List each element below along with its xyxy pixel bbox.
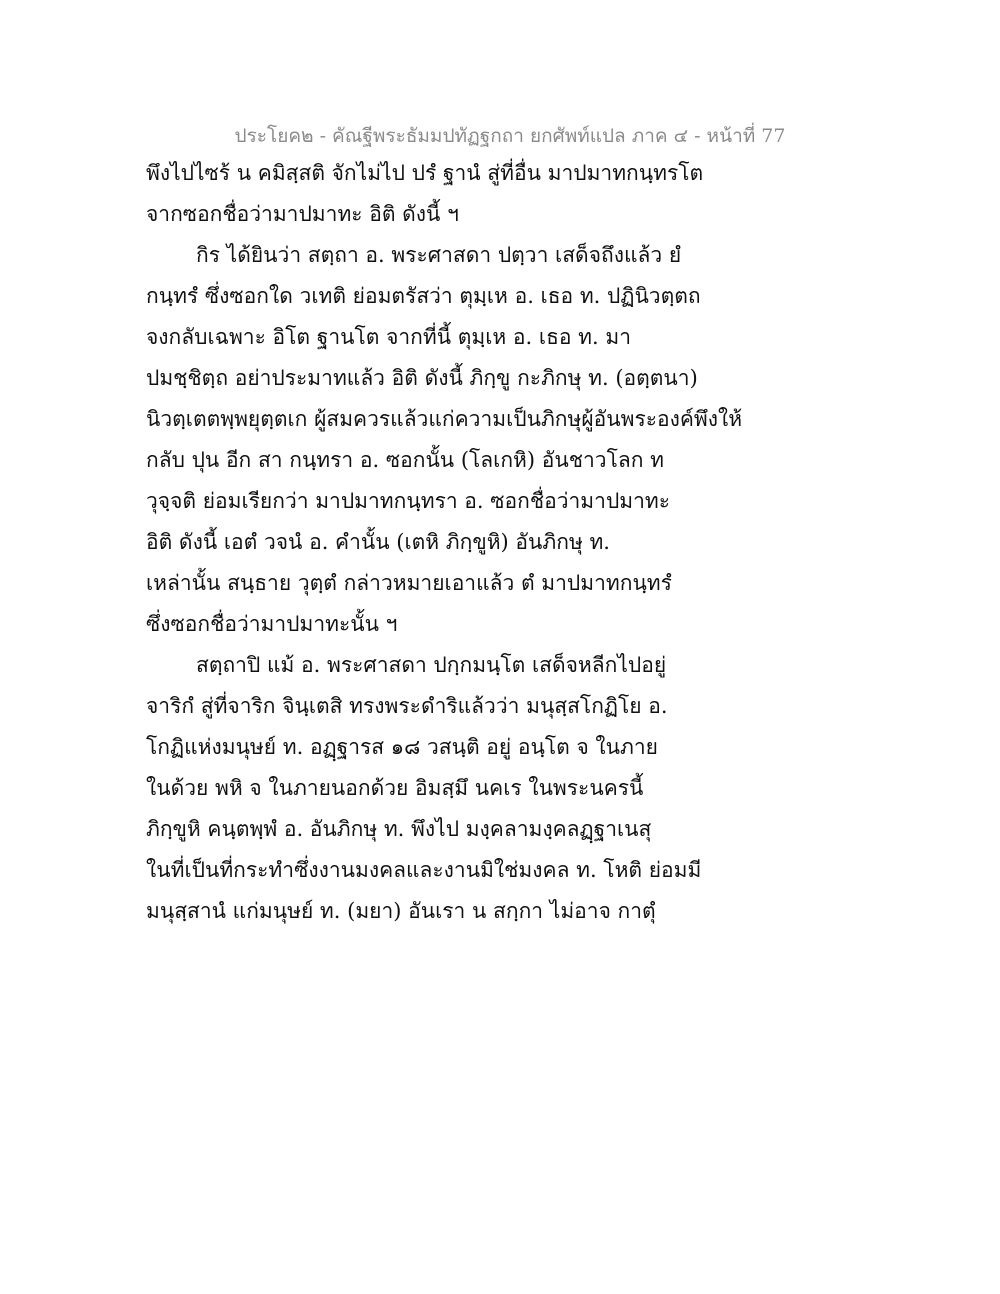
- paragraph-start-line: สตฺถาปิ แม้ อ. พระศาสดา ปกฺกมนฺโต เสด็จหลีกไปอยู่: [196, 653, 667, 677]
- running-header: ประโยค๒ - คัณฐีพระธัมมปทัฏฐกถา ยกศัพท์แปล ภาค ๔ - หน้าที่ 77: [234, 125, 786, 147]
- text-line: จากซอกชื่อว่ามาปมาทะ อิติ ดังนี้ ฯ: [146, 202, 459, 226]
- text-line: มนุสฺสานํ แก่มนุษย์ ท. (มยา) อันเรา น สกฺกา ไม่อาจ กาตุํ: [146, 899, 656, 923]
- text-line: พึงไปไซร้ น คมิสฺสติ จักไม่ไป ปรํ ฐานํ สู่ที่อื่น มาปมาทกนฺทรโต: [146, 161, 704, 185]
- text-line: ในที่เป็นที่กระทำซึ่งงานมงคลและงานมิใช่มงคล ท. โหติ ย่อมมี: [146, 858, 702, 882]
- text-line: อิติ ดังนี้ เอตํ วจนํ อ. คำนั้น (เตหิ ภิกฺขูหิ) อันภิกษุ ท.: [146, 530, 610, 554]
- text-line: เหล่านั้น สนฺธาย วุตฺตํ กล่าวหมายเอาแล้ว ตํ มาปมาทกนฺทรํ: [146, 571, 672, 595]
- text-line: ภิกฺขูหิ คนฺตพฺพํ อ. อันภิกษุ ท. พึงไป มงฺคลามงฺคลฏฺฐาเนสุ: [146, 817, 652, 841]
- text-line: ซึ่งซอกชื่อว่ามาปมาทะนั้น ฯ: [146, 612, 398, 636]
- text-line: กลับ ปุน อีก สา กนฺทรา อ. ซอกนั้น (โลเกหิ) อันชาวโลก ท: [146, 448, 664, 472]
- body-text: [146, 157, 866, 936]
- text-line: โกฏิแห่งมนุษย์ ท. อฏฺฐารส ๑๘ วสนฺติ อยู่ อนฺโต จ ในภาย: [146, 735, 658, 759]
- text-line: นิวตฺเตตพฺพยุตฺตเก ผู้สมควรแล้วแก่ความเป็นภิกษุผู้อันพระองค์พึงให้: [146, 407, 743, 431]
- paragraph-start-line: กิร ได้ยินว่า สตฺถา อ. พระศาสดา ปตฺวา เสด็จถึงแล้ว ยํ: [196, 243, 682, 267]
- text-line: กนฺทรํ ซึ่งซอกใด วเทติ ย่อมตรัสว่า ตุมฺเห อ. เธอ ท. ปฏินิวตฺตถ: [146, 284, 701, 308]
- text-line: จงกลับเฉพาะ อิโต ฐานโต จากที่นี้ ตุมฺเห อ. เธอ ท. มา: [146, 325, 632, 349]
- text-line: วุจฺจติ ย่อมเรียกว่า มาปมาทกนฺทรา อ. ซอกชื่อว่ามาปมาทะ: [146, 489, 671, 513]
- text-line: จาริกํ สู่ที่จาริก จินฺเตสิ ทรงพระดำริแล้วว่า มนุสฺสโกฏิโย อ.: [146, 694, 668, 718]
- text-line: ปมชฺชิตฺถ อย่าประมาทแล้ว อิติ ดังนี้ ภิกฺขู กะภิกษุ ท. (อตฺตนา): [146, 366, 698, 390]
- text-line: ในด้วย พหิ จ ในภายนอกด้วย อิมสฺมึ นคเร ในพระนครนี้: [146, 776, 644, 800]
